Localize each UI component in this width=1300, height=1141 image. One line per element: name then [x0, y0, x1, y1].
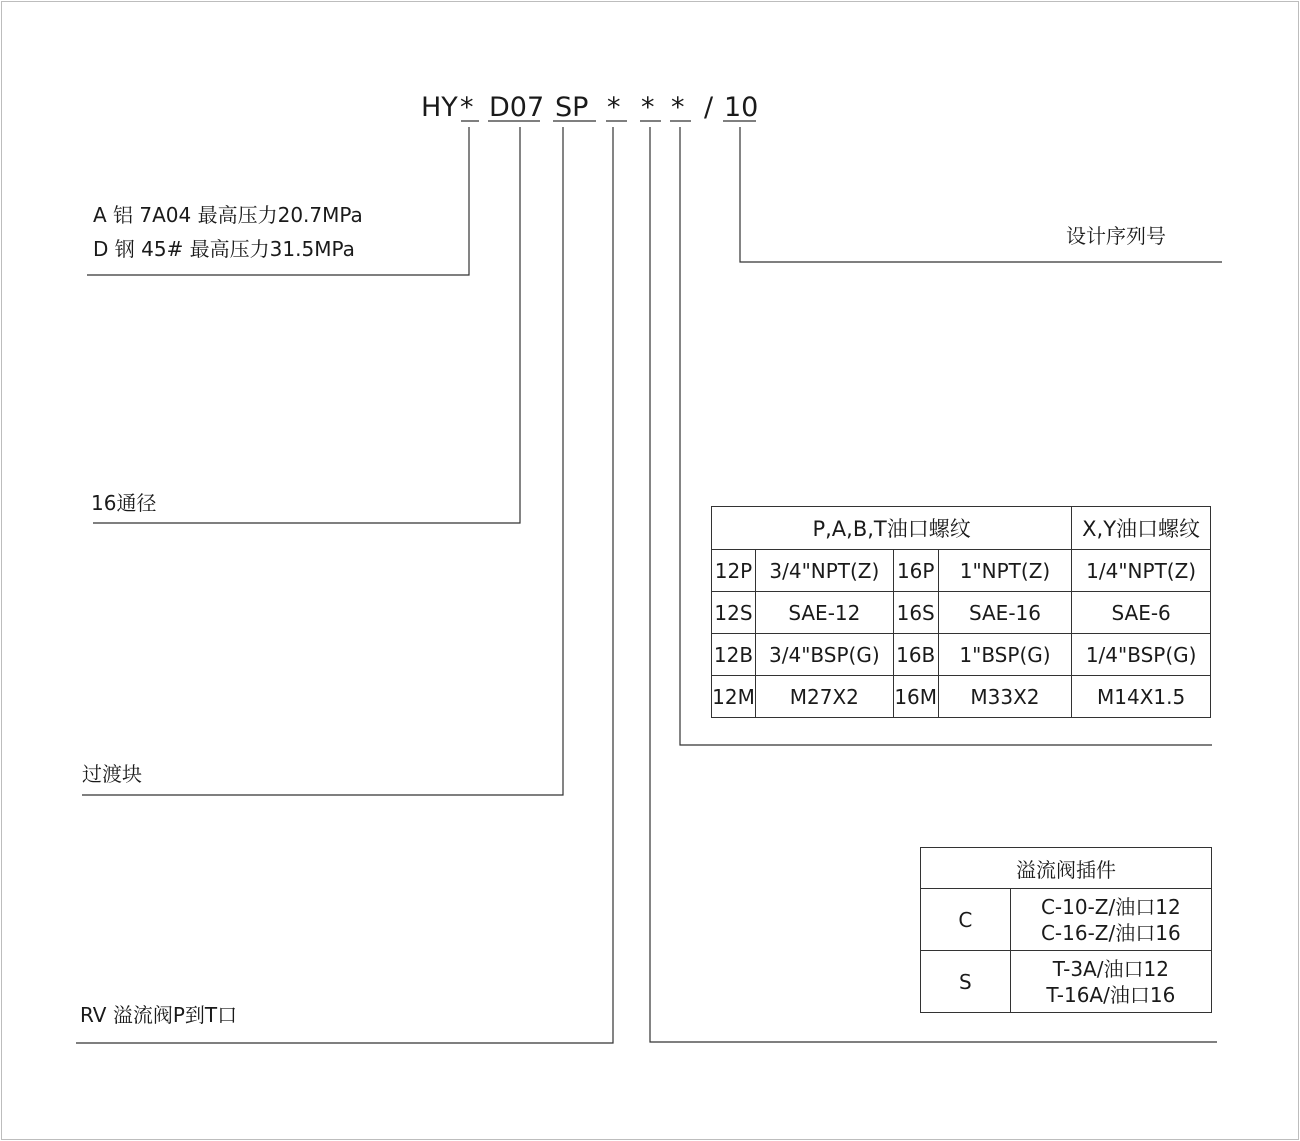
port-code-16: 16M: [893, 676, 938, 718]
thread-12: M27X2: [755, 676, 893, 718]
port-thread-table: [711, 506, 1211, 718]
material-line-a: A 铝 7A04 最高压力20.7MPa: [93, 203, 363, 227]
block-label: 过渡块: [82, 762, 142, 786]
thread-12: SAE-12: [755, 592, 893, 634]
material-line-d: D 钢 45# 最高压力31.5MPa: [93, 237, 355, 261]
series-label: 设计序列号: [1066, 224, 1166, 248]
thread-16: SAE-16: [938, 592, 1072, 634]
cartridge-code: C: [921, 889, 1011, 951]
code-slash: /: [704, 92, 714, 123]
relief-table-header: 溢流阀插件: [921, 848, 1212, 889]
leader-valve: [76, 127, 613, 1043]
cartridge-models: [1010, 889, 1211, 951]
table-row: [712, 676, 1211, 718]
thread-xy: 1/4"NPT(Z): [1072, 550, 1211, 592]
thread-16: M33X2: [938, 676, 1072, 718]
size-label: 16通径: [91, 491, 157, 515]
code-material: *: [460, 92, 474, 123]
table-row: [712, 592, 1211, 634]
thread-12: 3/4"BSP(G): [755, 634, 893, 676]
code-block: SP: [555, 92, 589, 123]
code-valve: *: [607, 92, 621, 123]
cartridge-model-16: T-16A/油口16: [1046, 982, 1176, 1007]
header-pabt-ports: P,A,B,T油口螺纹: [712, 507, 1072, 550]
code-prefix: HY: [421, 92, 458, 123]
port-code-16: 16P: [893, 550, 938, 592]
cartridge-model-12: T-3A/油口12: [1052, 956, 1169, 981]
thread-16: 1"NPT(Z): [938, 550, 1072, 592]
code-series: 10: [724, 92, 759, 123]
table-row: [921, 951, 1212, 1013]
cartridge-code: S: [921, 951, 1011, 1013]
port-code-12: 12M: [712, 676, 756, 718]
table-row: [712, 634, 1211, 676]
thread-xy: SAE-6: [1072, 592, 1211, 634]
table-row: [921, 889, 1212, 951]
port-code-16: 16B: [893, 634, 938, 676]
code-port1: *: [641, 92, 655, 123]
thread-16: 1"BSP(G): [938, 634, 1072, 676]
thread-xy: M14X1.5: [1072, 676, 1211, 718]
code-size: D07: [489, 92, 545, 123]
cartridge-models: [1010, 951, 1211, 1013]
thread-12: 3/4"NPT(Z): [755, 550, 893, 592]
leader-size: [93, 127, 520, 523]
port-code-12: 12B: [712, 634, 756, 676]
cartridge-model-12: C-10-Z/油口12: [1040, 894, 1181, 919]
thread-xy: 1/4"BSP(G): [1072, 634, 1211, 676]
relief-cartridge-table: [920, 847, 1212, 1013]
code-port2: *: [671, 92, 685, 123]
cartridge-model-16: C-16-Z/油口16: [1040, 920, 1181, 945]
valve-label: RV 溢流阀P到T口: [80, 1003, 238, 1027]
port-code-12: 12S: [712, 592, 756, 634]
port-code-16: 16S: [893, 592, 938, 634]
header-xy-ports: X,Y油口螺纹: [1072, 507, 1211, 550]
table-row: [712, 550, 1211, 592]
leader-block: [82, 127, 563, 795]
port-code-12: 12P: [712, 550, 756, 592]
